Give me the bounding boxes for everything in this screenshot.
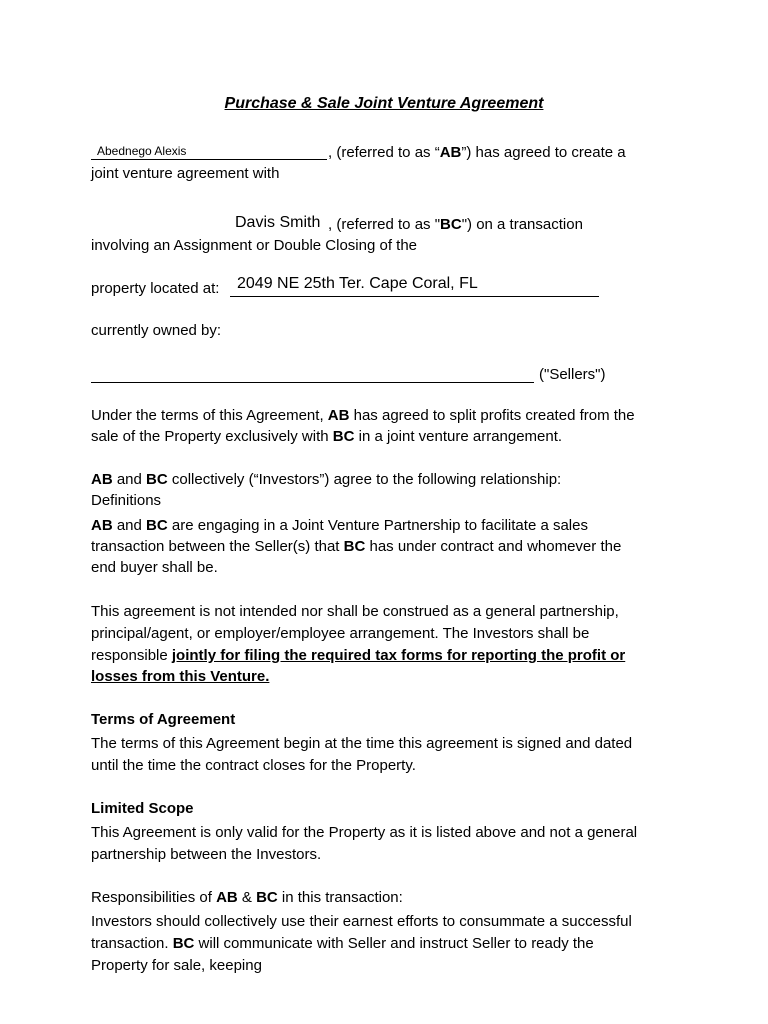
sellers-label: ("Sellers") — [539, 366, 606, 383]
scope-line-1: This Agreement is only valid for the Property as it is listed above and not a general — [91, 824, 638, 841]
property-label: property located at: — [91, 280, 220, 297]
jv-line-2: transaction between the Seller(s) that BC has under contract and whomever the — [91, 538, 622, 555]
notice-line-3: responsible jointly for filing the required tax forms for reporting the profit or — [91, 647, 626, 664]
ab-name-field[interactable]: Abednego Alexis — [97, 144, 187, 158]
intro-line-2: joint venture agreement with — [91, 165, 280, 182]
terms-line-2: until the time the contract closes for the Property. — [91, 757, 416, 774]
jv-line-3: end buyer shall be. — [91, 559, 218, 576]
terms-line-1: The terms of this Agreement begin at the time this agreement is signed and dated — [91, 735, 633, 752]
scope-heading: Limited Scope — [91, 800, 194, 817]
notice-line-4: losses from this Venture. — [91, 668, 270, 685]
intro-line-4: involving an Assignment or Double Closing of the — [91, 237, 418, 254]
terms-heading: Terms of Agreement — [91, 711, 236, 728]
split-line-1: Under the terms of this Agreement, AB has agreed to split profits created from the — [91, 407, 635, 424]
notice-line-2: principal/agent, or employer/employee arrangement. The Investors shall be — [91, 625, 590, 642]
ab-name-line — [91, 159, 327, 160]
resp-line-2: transaction. BC will communicate with Seller and instruct Seller to ready the — [91, 935, 594, 952]
intro-line-1: , (referred to as “AB”) has agreed to create a — [328, 144, 626, 161]
definitions-label: Definitions — [91, 492, 162, 509]
split-line-2: sale of the Property exclusively with BC in a joint venture arrangement. — [91, 428, 563, 445]
page-title: Purchase & Sale Joint Venture Agreement — [224, 95, 544, 112]
resp-line-1: Investors should collectively use their earnest efforts to consummate a successful — [91, 913, 632, 930]
notice-line-1: This agreement is not intended nor shall be construed as a general partnership, — [91, 603, 619, 620]
bc-name-field[interactable]: Davis Smith — [235, 214, 321, 231]
jv-line-1: AB and BC are engaging in a Joint Venture Partnership to facilitate a sales — [91, 517, 588, 534]
owned-by-label: currently owned by: — [91, 322, 222, 339]
property-line — [230, 296, 599, 297]
resp-heading: Responsibilities of AB & BC in this transaction: — [91, 889, 403, 906]
property-address-field[interactable]: 2049 NE 25th Ter. Cape Coral, FL — [237, 275, 478, 292]
relationship-line: AB and BC collectively (“Investors”) agree to the following relationship: — [91, 471, 562, 488]
intro-line-3: , (referred to as "BC") on a transaction — [328, 216, 583, 233]
resp-line-3: Property for sale, keeping — [91, 957, 262, 974]
sellers-line[interactable] — [91, 382, 534, 383]
scope-line-2: partnership between the Investors. — [91, 846, 322, 863]
